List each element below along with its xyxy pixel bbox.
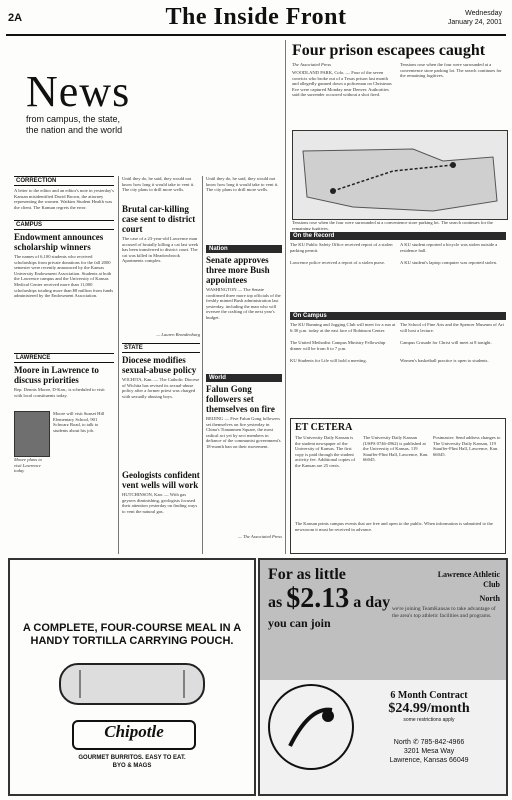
news-tagline-line-1: from campus, the state, (26, 114, 121, 124)
burrito-illustration (50, 656, 214, 714)
world-body: BEIJING — Five Falun Gong followers set themselves on fire yesterday in China's Tiananmen Square, the most radical act yet by sect members in defiance of the communist government's 18-month ban on their movement. (206, 416, 281, 449)
lawrence-headline: Moore in Lawrence to discuss priorities (14, 365, 99, 385)
main-headline: Four prison escapees caught (292, 42, 486, 59)
chipotle-tagline-2: BYO & MAGS (112, 763, 152, 769)
lac-line-1: For as little (268, 566, 346, 583)
on-the-record-header: On the Record (290, 232, 506, 240)
lawrence-body-2: Moore will visit Sunset Hill Elementary School, 901 Schwarz Road, to talk to students about his job. (53, 411, 105, 433)
world-headline: Falun Gong followers set themselves on fire (206, 384, 275, 414)
chipotle-ad-copy (10, 622, 254, 648)
et-cetera-publishing: The University Daily Kansan (USPS 0746-4962) is published at the University of Kansas, 119 Stauffer-Flint Hall, Lawrence, Kan. 66045. (363, 435, 429, 463)
on-campus-list (290, 322, 506, 374)
col3-continued-text: Until they do, he said, they would not know how long it would take to vent it. The city plans to drill more wells. (206, 176, 279, 193)
et-cetera-header: ET CETERA (295, 422, 353, 433)
chipotle-ad-line-2: HANDY TORTILLA CARRYING POUCH. (30, 635, 234, 647)
lac-logo-icon (270, 686, 352, 768)
lac-note: some restrictions apply (403, 717, 455, 723)
main-body-col1: WOODLAND PARK, Colo. — Four of the seven convicts who broke out of a Texas prison last month and allegedly gunned down a policeman on Christmas Eve were captured Monday near Denver. Authorities said the surrender occurred without a shot fired. (292, 70, 392, 98)
lac-description: we're joining TeamKansas to take advantage of the area's top athletic facilities and programs. (392, 606, 496, 619)
issue-day: Wednesday (465, 10, 502, 17)
world-credit: — The Associated Press (237, 534, 282, 539)
column-divider-2 (202, 176, 203, 554)
chipotle-brand: Chipotle (104, 722, 164, 741)
et-cetera-body: The University Daily Kansan is the student newspaper of the University of Kansas. The first copy is paid through the student activity fee. Additional copies of the Kansan are 25 cents. (295, 435, 356, 468)
nation-body: WASHINGTON — The Senate confirmed three more top officials of the freshly minted Bush administration last yesterday, including the man who will oversee the crafting of the next year's budget. (206, 287, 281, 320)
geologists-body: HUTCHINSON, Kan. — With gas geysers diminishing, geologists focused their attention yesterday on finding ways to vent the natural gas. (122, 492, 198, 514)
main-source: The Associated Press (292, 62, 332, 67)
on-the-record-box (290, 232, 506, 276)
campus-event: The United Methodist Campus Ministry Fellowship dinner will be from 6 to 7 p.m. (290, 340, 386, 351)
geologists-headline: Geologists confident vent wells will work (122, 470, 200, 490)
campus-event: The KU Running and Jogging Club will meet for a run at 6:30 p.m. today at the east face of Robinson Center. (290, 322, 396, 333)
diocese-headline: Diocese modifies sexual-abuse policy (122, 355, 197, 375)
lac-offer (356, 690, 502, 723)
lac-address-3: Lawrence, Kansas 66049 (389, 757, 469, 764)
continued-text: Until they do, he said, they would not know how long it would take to vent it. The city plans to drill more wells. (122, 176, 195, 193)
lac-address-1: North ✆ 785-842-4966 (393, 739, 465, 746)
car-killing-credit: — Lauren Brandenburg (156, 332, 200, 337)
lac-address-2: 3201 Mesa Way (403, 748, 455, 755)
et-cetera-postmaster: Postmaster: Send address changes to The University Daily Kansan, 119 Stauffer-Flint Hall, Lawrence, Kan. 66045. (433, 435, 501, 457)
chipotle-logo (72, 720, 196, 750)
chipotle-ad[interactable] (8, 558, 256, 796)
lac-line-2: as (268, 594, 283, 611)
car-killing-headline: Brutal car-killing case sent to district court (122, 204, 196, 234)
record-item: A KU student's laptop computer was reported stolen. (400, 260, 498, 265)
diocese-body: WICHITA, Kan. — The Catholic Diocese of Wichita has revised its sexual-abuse policy after a former priest was charged with sexually abusing boys. (122, 377, 200, 399)
news-banner-title: News (26, 67, 131, 116)
campus-event: Campus Crusade for Christ will meet at 8 tonight. (400, 340, 492, 345)
masthead-rule (6, 34, 506, 36)
record-item: Lawrence police received a report of a stolen purse. (290, 260, 386, 265)
left-column (14, 176, 114, 521)
campus-event: Women's basketball practice is open to students. (400, 358, 489, 363)
lawrence-header: LAWRENCE (14, 353, 114, 363)
chipotle-taglines (10, 754, 254, 770)
lac-name: Lawrence Athletic Club (437, 570, 500, 589)
lac-address (356, 738, 502, 765)
lac-plan: 6 Month Contract (390, 690, 468, 701)
main-body-col2: Tensions rose when the four were surrounded at a convenience store parking lot. The search continues for the remaining fugitives. (400, 62, 502, 79)
record-item: The KU Public Safety Office received report of a stolen parking permit. (290, 242, 393, 253)
third-column (206, 176, 282, 541)
campus-event: KU Students for Life will hold a meeting. (290, 358, 367, 363)
on-the-record-list (290, 242, 506, 276)
campus-event: The School of Fine Arts and the Spencer Museum of Art will host a lecture. (400, 322, 504, 333)
main-body-continued: Tensions rose when the four were surrounded at a convenience store parking lot. The search continues for the remaining fugitives. (292, 220, 493, 230)
moore-photo (14, 411, 50, 457)
state-header: STATE (122, 343, 200, 353)
campus-headline: Endowment announces scholarship winners (14, 232, 104, 252)
burrito-icon (50, 656, 214, 714)
chipotle-tagline-1: GOURMET BURRITOS. EASY TO EAT. (78, 755, 186, 761)
nation-header: Nation (206, 245, 282, 253)
lac-north: North (479, 594, 500, 603)
moore-photo-caption: Moore plans to visit Lawrence today (14, 457, 42, 474)
lac-monthly: $24.99/month (388, 701, 470, 716)
on-campus-header: On Campus (290, 312, 506, 320)
correction-header: CORRECTION (14, 176, 114, 186)
issue-date (448, 9, 502, 27)
escape-route-map (292, 130, 508, 220)
record-item: A KU student reported a bicycle was stolen outside a residence hall. (400, 242, 498, 253)
lawrence-body: Rep. Dennis Moore, D-Kan., is scheduled to visit with local constituents today. (14, 387, 105, 398)
lac-line-3: a day (353, 594, 391, 611)
lac-ad-headline (268, 566, 390, 632)
car-killing-body: The case of a 23-year-old Lawrence man accused of brutally killing a cat last week has been transferred to district court. The cat was killed in Meadowbrook Apartments complex. (122, 236, 199, 264)
second-column (122, 176, 200, 556)
nation-headline: Senate approves three more Bush appointees (206, 255, 270, 285)
lac-price: $2.13 (286, 583, 350, 614)
page-title: The Inside Front (165, 4, 347, 30)
page-number: 2A (8, 12, 23, 24)
column-divider-3 (285, 40, 286, 554)
lac-line-4: you can join (268, 616, 331, 630)
issue-date-text: January 24, 2001 (447, 19, 502, 26)
column-divider-1 (118, 176, 119, 554)
correction-body: A letter to the editor and an editor's note in yesterday's Kansan misidentified David Brown, the attorney representing the women. Watkins Student Health was the client. The Kansan regrets the error. (14, 188, 114, 210)
campus-body: The names of 6,100 students who received scholarships from private donations for the fall 2000 semester were recently announced by the Kansas University Endowment Association. Students at both the Lawrence campus and the University of Kansas Medical Center received more than 11,000 scholarships totaling more than $8 million from funds administered by the Endowment Association. (14, 254, 114, 299)
news-banner-tagline (26, 114, 122, 136)
campus-header: CAMPUS (14, 220, 114, 230)
on-campus-box (290, 312, 506, 374)
lawrence-athletic-club-ad[interactable] (258, 558, 508, 796)
et-cetera-box (290, 418, 506, 554)
map-graphic (293, 131, 507, 219)
lac-price-line (268, 584, 390, 614)
news-tagline-line-2: the nation and the world (26, 125, 123, 135)
lac-logo (268, 684, 354, 770)
chipotle-ad-line-1: A COMPLETE, FOUR-COURSE MEAL IN A (22, 622, 242, 634)
world-header: World (206, 374, 282, 382)
et-cetera-footer: The Kansan prints campus events that are free and open to the public. When information is submitted to the newsroom it must be received in advance. (295, 521, 493, 532)
